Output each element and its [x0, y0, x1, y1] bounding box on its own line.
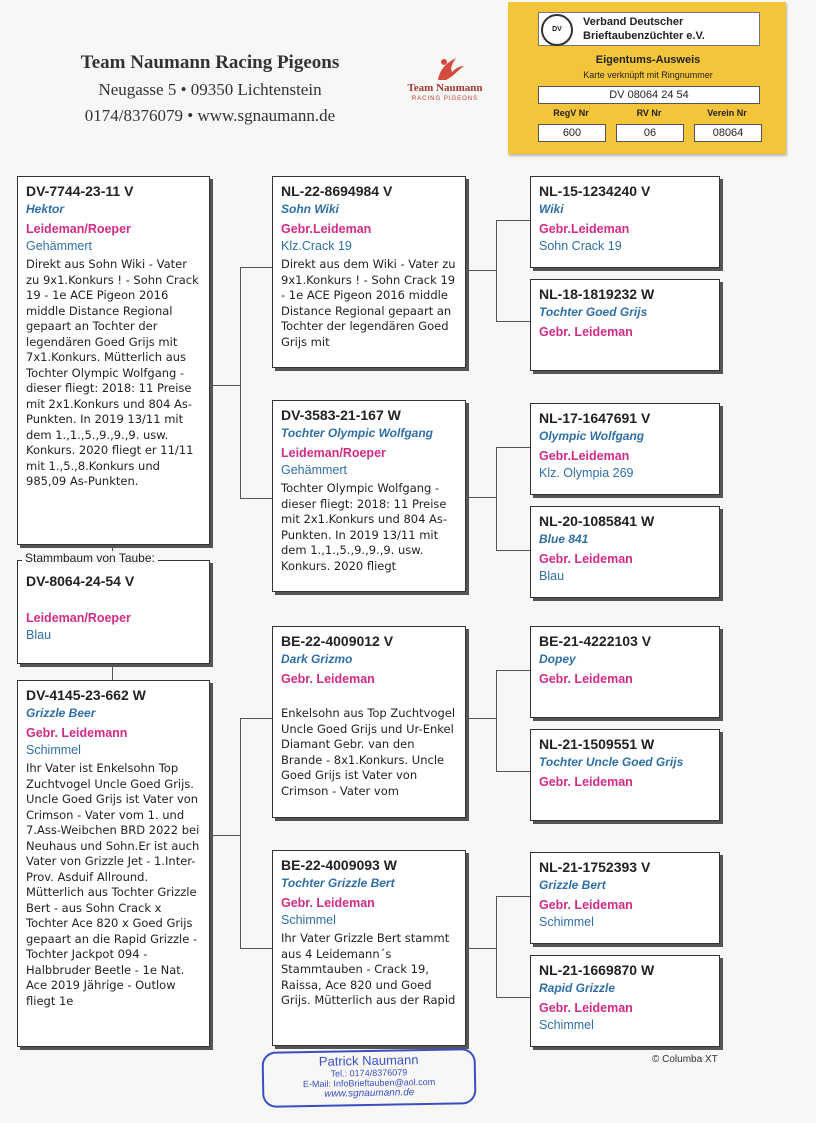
pigeon-name: Dopey	[539, 652, 576, 666]
connector	[240, 718, 241, 949]
description: Ihr Vater ist Enkelsohn Top Zuchtvogel Uncle Goed Grijs. Uncle Goed Grijs ist Vater von Crimson - Vater vom 1. und 7.Ass-Weibchen BRD 2022 bei Neuhaus und Sohn.Er ist auch Vater von Grizzle Jet - 1.Inter-Prov. Asduif Allround. Mütterlich aus Tochter Grizzle Bert - aus Sohn Crack x Tochter Ace 820 x Goed Grijs gepaart an die Rapid Grizzle - Tochter Jackpot 094 - Halbbruder Beetle - 1e Nat. Ace 2019 Jährige - Outlow fliegt 1e	[26, 761, 200, 1008]
pigeon-name: Grizzle Bert	[539, 878, 606, 892]
pigeon-name: Tochter Olympic Wolfgang	[281, 426, 434, 440]
team-logo	[400, 52, 490, 108]
pigeon-logo-icon	[400, 52, 490, 86]
card-label-verein: Verein Nr	[707, 108, 747, 118]
color: Schimmel	[26, 743, 81, 757]
connector	[496, 771, 530, 772]
color: Schimmel	[281, 913, 336, 927]
card-org-line2: Brieftaubenzüchter e.V.	[583, 30, 705, 42]
pigeon-name: Olympic Wolfgang	[539, 429, 645, 443]
connector	[466, 948, 496, 949]
breeder: Gebr. Leideman	[281, 672, 375, 686]
team-name: Team Naumann Racing Pigeons	[80, 52, 340, 73]
color: Schimmel	[539, 915, 594, 929]
breeder: Gebr. Leideman	[281, 896, 375, 910]
copyright: © Columba XT	[652, 1054, 718, 1065]
connector	[210, 835, 240, 836]
breeder: Gebr. Leideman	[539, 672, 633, 686]
ring-number: NL-22-8694984 V	[281, 183, 393, 199]
ring-number: DV-7744-23-11 V	[26, 183, 134, 199]
pigeon-name: Tochter Grizzle Bert	[281, 876, 395, 890]
connector	[496, 896, 530, 897]
stamp-web: www.sgnaumann.de	[324, 1087, 415, 1100]
pedigree-box-great-grandparent	[530, 176, 720, 268]
ring-number: DV-8064-24-54 V	[26, 573, 135, 589]
connector	[240, 948, 272, 949]
description: Tochter Olympic Wolfgang - dieser fliegt: 2018: 11 Preise mit 2x1.Konkurs und 804 As-Punkten. In 2019 13/11 mit dem 1.,1.,5.,9.,9.,9. usw. Konkurs. 2020 fliegt	[281, 481, 448, 573]
ring-number: DV-4145-23-662 W	[26, 687, 146, 703]
description: Ihr Vater Grizzle Bert stammt aus 4 Leidemann´s Stammtauben - Crack 19, Raissa, Ace 820 und Goed Grijs. Mütterlich aus der Rapid	[281, 931, 456, 1007]
connector	[496, 220, 497, 322]
connector	[112, 664, 113, 681]
connector	[240, 267, 241, 499]
pigeon-name: Blue 841	[539, 532, 589, 546]
pigeon-name: Tochter Goed Grijs	[539, 305, 648, 319]
connector	[496, 550, 530, 551]
address: Neugasse 5 • 09350 Lichtenstein	[98, 80, 322, 99]
description: Direkt aus Sohn Wiki - Vater zu 9x1.Konkurs ! - Sohn Crack 19 - 1e ACE Pigeon 2016 middle Distance Regional gepaart an Tochter der legendären Goed Grijs mit 7x1.Konkurs. Mütterlich aus Tochter Olympic Wolfgang - dieser fliegt: 2018: 11 Preise mit 2x1.Konkurs und 804 As-Punkten. In 2019 13/11 mit dem 1.,1.,5.,9.,9.,9. usw. Konkurs. 2020 fliegt er 11/11 mit 1.,5.,8.Konkurs und 985,09 As-Punkten.	[26, 257, 199, 488]
pedigree-box-great-grandparent	[530, 729, 720, 821]
connector	[240, 498, 272, 499]
card-ring-number: DV 08064 24 54	[538, 86, 760, 104]
breeder: Gebr. Leideman	[539, 1001, 633, 1015]
pedigree-box-maternal-grandmother	[272, 850, 466, 1046]
description: Direkt aus dem Wiki - Vater zu 9x1.Konkurs ! - Sohn Crack 19 - 1e ACE Pigeon 2016 middle Distance Regional gepaart an Tochter der legendären Goed Grijs mit	[281, 257, 456, 349]
pigeon-name: Dark Grizmo	[281, 652, 353, 666]
ring-number: DV-3583-21-167 W	[281, 407, 401, 423]
connector	[240, 267, 272, 268]
color: Gehämmert	[26, 239, 92, 253]
pedigree-box-subject	[17, 560, 210, 664]
card-subtitle: Karte verknüpft mit Ringnummer	[583, 70, 713, 80]
breeder: Leideman/Roeper	[26, 611, 131, 625]
pedigree-box-paternal-grandmother	[272, 400, 466, 592]
owner-stamp	[262, 1048, 477, 1108]
dv-seal-icon: DV	[541, 14, 573, 46]
pedigree-box-maternal-grandfather	[272, 626, 466, 818]
ring-number: BE-22-4009093 W	[281, 857, 397, 873]
contact: 0174/8376079 • www.sgnaumann.de	[84, 106, 336, 125]
color: Klz.Crack 19	[281, 239, 352, 253]
ring-number: NL-20-1085841 W	[539, 513, 655, 529]
ring-number: BE-22-4009012 V	[281, 633, 394, 649]
breeder: Gebr. Leideman	[539, 552, 633, 566]
pedigree-box-great-grandparent	[530, 403, 720, 495]
ring-number: NL-17-1647691 V	[539, 410, 651, 426]
pedigree-legend: Stammbaum von Taube:	[22, 551, 158, 565]
card-org-line1: Verband Deutscher	[583, 16, 684, 28]
pedigree-box-great-grandparent	[530, 852, 720, 944]
ownership-card	[508, 2, 786, 154]
pigeon-name: Grizzle Beer	[26, 706, 96, 720]
connector	[496, 220, 530, 221]
color: Schimmel	[539, 1018, 594, 1032]
ring-number: BE-21-4222103 V	[539, 633, 652, 649]
connector	[496, 670, 530, 671]
color: Klz. Olympia 269	[539, 466, 634, 480]
card-value-verein: 08064	[694, 124, 762, 142]
connector	[240, 718, 272, 719]
pigeon-name: Tochter Uncle Goed Grijs	[539, 755, 684, 769]
breeder: Gebr. Leidemann	[26, 726, 128, 740]
card-value-rv: 06	[616, 124, 684, 142]
card-title: Eigentums-Ausweis	[595, 54, 701, 66]
logo-text: Team Naumann	[407, 82, 483, 94]
ring-number: NL-18-1819232 W	[539, 286, 655, 302]
breeder: Gebr. Leideman	[539, 325, 633, 339]
breeder: Gebr.Leideman	[539, 449, 630, 463]
pedigree-box-great-grandparent	[530, 279, 720, 371]
stamp-email: E-Mail: InfoBrieftauben@aol.com	[302, 1076, 436, 1090]
pigeon-name: Wiki	[539, 202, 564, 216]
color: Sohn Crack 19	[539, 239, 622, 253]
ring-number: NL-21-1669870 W	[539, 962, 655, 978]
card-header	[538, 12, 760, 46]
pigeon-name: Sohn Wiki	[281, 202, 339, 216]
color: Blau	[539, 569, 565, 583]
breeder: Gebr. Leideman	[539, 775, 633, 789]
connector	[496, 447, 497, 551]
pedigree-box-paternal-grandfather	[272, 176, 466, 368]
breeder: Gebr.Leideman	[281, 222, 372, 236]
card-value-regv: 600	[538, 124, 606, 142]
card-label-regv: RegV Nr	[553, 108, 589, 118]
pedigree-box-great-grandparent	[530, 955, 720, 1047]
breeder: Gebr.Leideman	[539, 222, 630, 236]
pigeon-name: Hektor	[26, 202, 65, 216]
connector	[496, 670, 497, 772]
card-label-rv: RV Nr	[636, 108, 662, 118]
breeder: Leideman/Roeper	[26, 222, 131, 236]
breeder: Gebr. Leideman	[539, 898, 633, 912]
connector	[496, 896, 497, 998]
logo-subtext: RACING PIGEONS	[411, 96, 479, 102]
stamp-tel: Tel.: 0174/8376079	[330, 1067, 408, 1079]
connector	[466, 270, 496, 271]
color: Gehämmert	[281, 463, 347, 477]
description: Enkelsohn aus Top Zuchtvogel Uncle Goed Grijs und Ur-Enkel Diamant Gebr. van den Brande - 8x1.Konkurs. Uncle Goed Grijs ist Vater von Crimson - Vater vom	[281, 706, 456, 798]
header	[40, 52, 380, 126]
pedigree-box-great-grandparent	[530, 506, 720, 598]
connector	[210, 385, 240, 386]
ring-number: NL-21-1752393 V	[539, 859, 651, 875]
pedigree-box-mother	[17, 680, 210, 1047]
ring-number: NL-21-1509551 W	[539, 736, 655, 752]
stamp-name: Patrick Naumann	[318, 1052, 419, 1069]
pedigree-box-father	[17, 176, 210, 545]
pigeon-name: Rapid Grizzle	[539, 981, 616, 995]
color: Blau	[26, 628, 52, 642]
connector	[466, 718, 496, 719]
connector	[496, 321, 530, 322]
breeder: Leideman/Roeper	[281, 446, 386, 460]
pedigree-box-great-grandparent	[530, 626, 720, 718]
ring-number: NL-15-1234240 V	[539, 183, 651, 199]
connector	[496, 447, 530, 448]
connector	[466, 497, 496, 498]
connector	[496, 997, 530, 998]
